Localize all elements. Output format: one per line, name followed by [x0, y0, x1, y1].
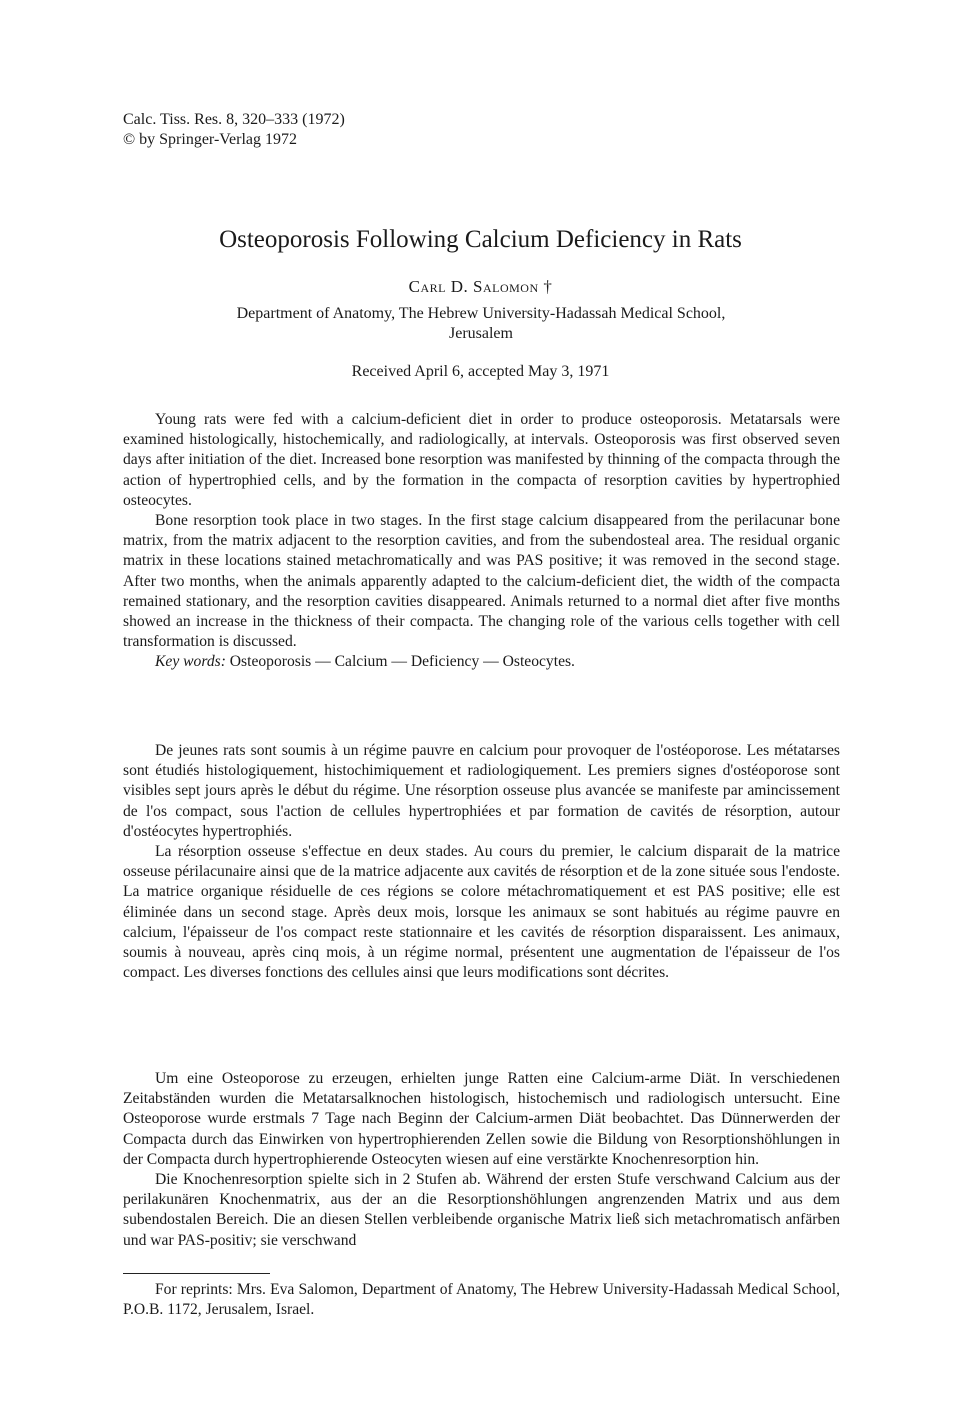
abstract-de-paragraph-2: Die Knochenresorption spielte sich in 2 Stufen ab. Während der ersten Stufe verschwand Calcium aus der perilakunären Knochenmatrix, aus der an die Resorptionshöhlungen angrenzenden Matrix und aus dem subendostalen Bereich. Die an diesen Stellen verbleibende organische Matrix ließ sich metachromatisch anfärben und war PAS-positiv; sie verschwand: [123, 1171, 840, 1249]
abstract-french: [123, 741, 840, 983]
abstract-en-paragraph-2: Bone resorption took place in two stages. In the first stage calcium disappeared from the perilacunar bone matrix, from the matrix adjacent to the resorption cavities, and from the subendosteal area. The residual organic matrix in these locations stained metachromatically and was PAS positive; it was removed in the second stage. After two months, when the animals apparently adapted to the calcium-deficient diet, the width of the compacta remained stationary, and the resorption cavities disappeared. Animals returned to a normal diet after five months showed an increase in the thickness of their compacta. The changing role of the various cells together with cell transformation is discussed.: [123, 512, 840, 651]
reprint-footnote: For reprints: Mrs. Eva Salomon, Department of Anatomy, The Hebrew University-Hadassah Medical School, P.O.B. 1172, Jerusalem, Israel.: [123, 1281, 840, 1318]
abstract-english: [123, 410, 840, 673]
abstract-fr-paragraph-1: De jeunes rats sont soumis à un régime pauvre en calcium pour provoquer de l'ostéoporose. Les métatarses sont étudiés histologiquement, histochimiquement et radiologiquement. Les premiers signes d'ostéoporose sont visibles sept jours après le début du régime. Une résorption osseuse plus avancée se manifeste par amincissement de l'os compact, sous l'action de cellules hypertrophiées et par formation de cavités de résorption, autour d'ostéocytes hypertrophiés.: [123, 742, 840, 840]
abstract-en-paragraph-1: Young rats were fed with a calcium-deficient diet in order to produce osteoporosis. Metatarsals were examined histologically, histochemically, and radiologically, at intervals. Osteoporosis was first observed seven days after initiation of the diet. Increased bone resorption was manifested by thinning of the compacta through the action of hypertrophied cells, and by the formation in the compacta of resorption cavities by hypertrophied osteocytes.: [123, 411, 840, 509]
citation-journal-line: Calc. Tiss. Res. 8, 320–333 (1972): [123, 111, 345, 128]
abstract-de-paragraph-1: Um eine Osteoporose zu erzeugen, erhielten junge Ratten eine Calcium-arme Diät. In verschiedenen Zeitabständen wurden die Metatarsalknochen histologisch, histochemisch und radiologisch untersucht. Eine Osteoporose wurde erstmals 7 Tage nach Beginn der Calcium-armen Diät beobachtet. Das Dünnerwerden der Compacta durch das Einwirken von hypertrophierenden Zellen sowie die Bildung von Resorptionshöhlungen in der Compacta durch hypertrophierende Osteocyten wiesen auf eine verstärkte Knochenresorption hin.: [123, 1070, 840, 1168]
abstract-fr-paragraph-2: La résorption osseuse s'effectue en deux stades. Au cours du premier, le calcium disparait de la matrice osseuse périlacunaire ainsi que de la matrice adjacente aux cavités de résorption et de la zone située sous l'endoste. La matrice organique résiduelle de ces régions se colore métachromatiquement et est PAS positive; elle est éliminée dans un second stage. Après deux mois, lorsque les animaux se sont habitués au régime pauvre en calcium, l'épaisseur de l'os compact reste stationnaire et les cavités de résorption disparaissent. Les animaux, soumis à nouveau, après cinq mois, à un régime normal, présentent une augmentation de l'épaisseur de l'os compact. Les diverses fonctions des cellules ainsi que leurs modifications sont décrites.: [123, 843, 840, 982]
affiliation-line-2: Jerusalem: [449, 325, 513, 342]
keywords: [123, 652, 840, 672]
author-name: Carl D. Salomon †: [408, 277, 553, 296]
citation-header: [123, 110, 345, 150]
footnote-divider: [123, 1273, 270, 1274]
article-title: Osteoporosis Following Calcium Deficiency in Rats: [219, 226, 742, 253]
abstract-german: [123, 1069, 840, 1251]
keywords-label: Key words:: [155, 653, 226, 671]
affiliation-line-1: Department of Anatomy, The Hebrew University-Hadassah Medical School,: [236, 305, 726, 322]
received-date: Received April 6, accepted May 3, 1971: [351, 363, 610, 380]
keywords-list: Osteoporosis — Calcium — Deficiency — Osteocytes.: [229, 653, 575, 671]
citation-copyright-line: © by Springer-Verlag 1972: [123, 131, 298, 148]
author-affiliation: [160, 304, 802, 344]
